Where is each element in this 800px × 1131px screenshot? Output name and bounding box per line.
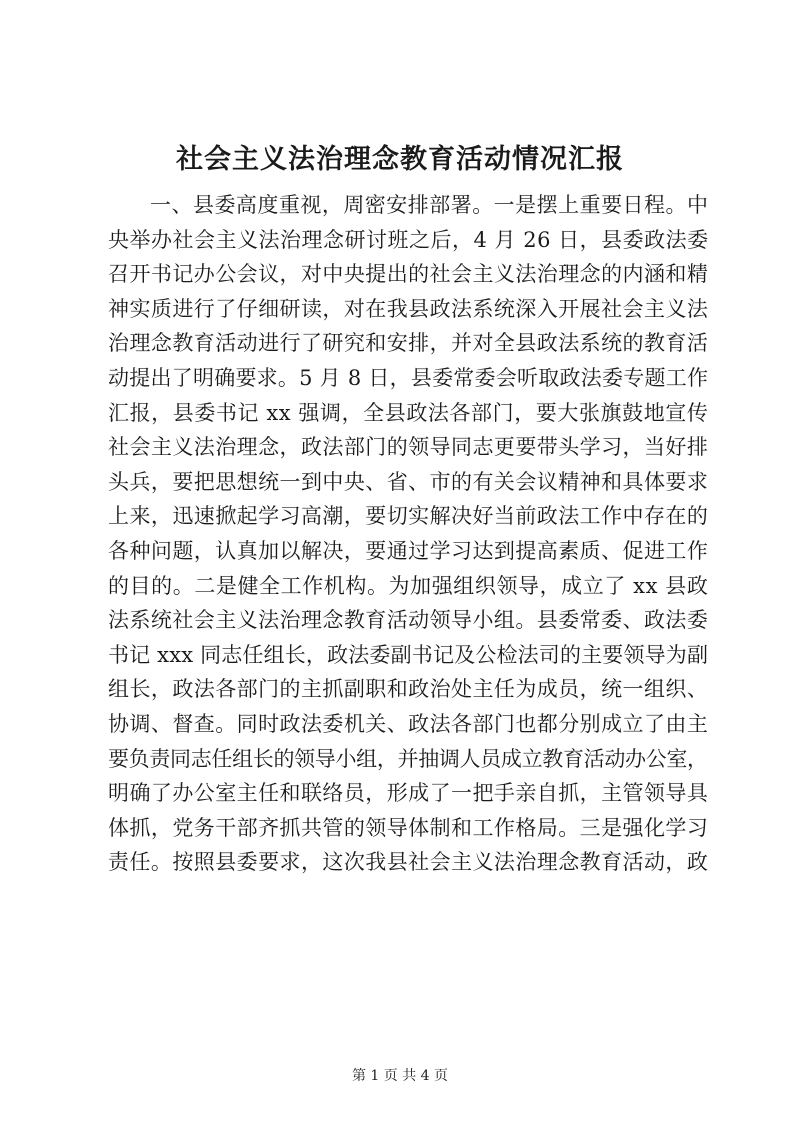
text-line: 责任。按照县委要求，这次我县社会主义法治理念教育活动，政 bbox=[108, 850, 709, 875]
text-line: 社会主义法治理念，政法部门的领导同志更要带头学习，当好排 bbox=[108, 435, 709, 460]
text-line: 央举办社会主义法治理念研讨班之后，4 月 26 日，县委政法委 bbox=[108, 227, 709, 252]
document-title: 社会主义法治理念教育活动情况汇报 bbox=[176, 144, 624, 175]
text-line: 协调、督查。同时政法委机关、政法各部门也都分别成立了由主 bbox=[108, 711, 709, 736]
text-line: 汇报，县委书记 xx 强调，全县政法各部门，要大张旗鼓地宣传 bbox=[108, 400, 709, 425]
text-line: 要负责同志任组长的领导小组，并抽调人员成立教育活动办公室， bbox=[108, 746, 708, 771]
text-line: 神实质进行了仔细研读，对在我县政法系统深入开展社会主义法 bbox=[108, 296, 709, 321]
text-line: 动提出了明确要求。5 月 8 日，县委常委会听取政法委专题工作 bbox=[108, 365, 709, 390]
text-line: 明确了办公室主任和联络员，形成了一把手亲自抓，主管领导具 bbox=[108, 781, 709, 806]
page-number-footer: 第 1 页 共 4 页 bbox=[351, 1068, 449, 1084]
text-line: 治理念教育活动进行了研究和安排，并对全县政法系统的教育活 bbox=[108, 331, 709, 356]
text-line: 的目的。二是健全工作机构。为加强组织领导，成立了 xx 县政 bbox=[108, 573, 709, 598]
body-paragraph bbox=[108, 188, 708, 880]
text-line: 组长，政法各部门的主抓副职和政治处主任为成员，统一组织、 bbox=[108, 677, 709, 702]
text-line: 体抓，党务干部齐抓共管的领导体制和工作格局。三是强化学习 bbox=[108, 815, 709, 840]
text-line: 一、县委高度重视，周密安排部署。一是摆上重要日程。中 bbox=[150, 193, 709, 217]
text-line: 法系统社会主义法治理念教育活动领导小组。县委常委、政法委 bbox=[108, 608, 709, 633]
text-line: 书记 xxx 同志任组长，政法委副书记及公检法司的主要领导为副 bbox=[108, 642, 709, 667]
text-line: 头兵，要把思想统一到中央、省、市的有关会议精神和具体要求 bbox=[108, 469, 709, 494]
text-line: 召开书记办公会议，对中央提出的社会主义法治理念的内涵和精 bbox=[108, 262, 709, 287]
text-line: 各种问题，认真加以解决，要通过学习达到提高素质、促进工作 bbox=[108, 538, 709, 563]
text-line: 上来，迅速掀起学习高潮，要切实解决好当前政法工作中存在的 bbox=[108, 504, 709, 529]
